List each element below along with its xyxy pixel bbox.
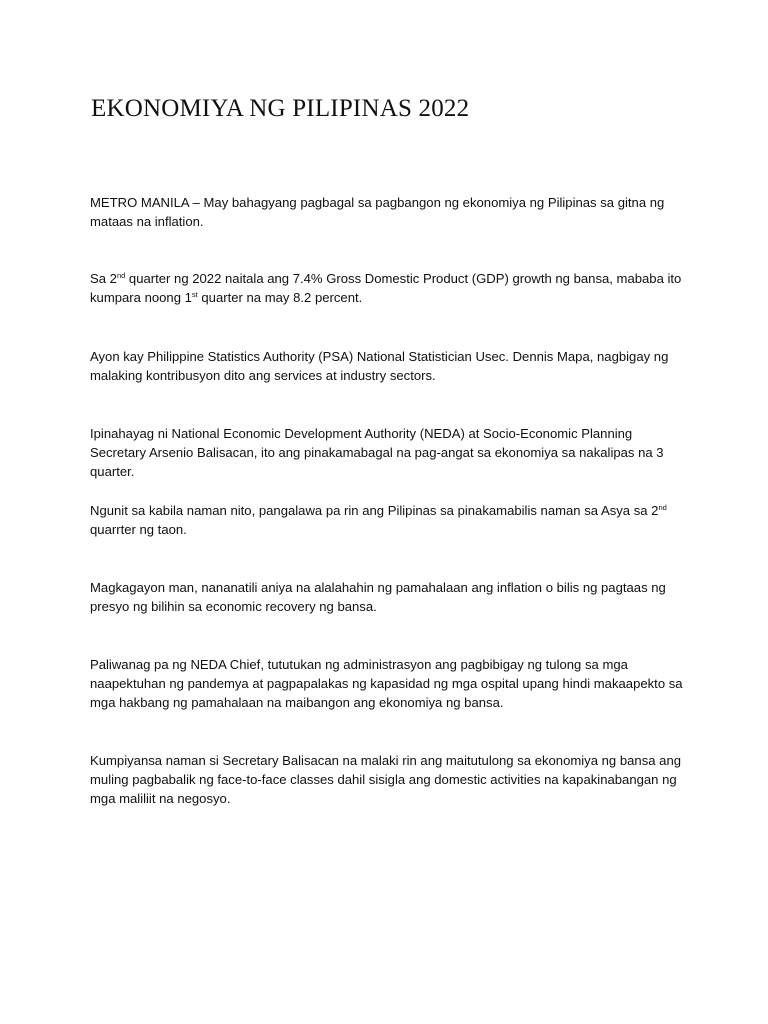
ordinal-suffix: st (191, 290, 198, 299)
ordinal-suffix: nd (116, 271, 126, 280)
paragraph-text: quarter ng 2022 naitala ang 7.4% Gross Domestic Product (GDP) growth ng bansa, mababa ito kumpara noong 1 (90, 271, 682, 305)
paragraph (90, 269, 690, 307)
paragraph: METRO MANILA – May bahagyang pagbagal sa pagbangon ng ekonomiya ng Pilipinas sa gitna ng mataas na inflation. (90, 195, 665, 229)
paragraph-text: quarter na may 8.2 percent. (197, 290, 363, 305)
paragraph: Ayon kay Philippine Statistics Authority (PSA) National Statistician Usec. Dennis Mapa, nagbigay ng malaking kontribusyon dito ang services at industry sectors. (90, 349, 669, 383)
paragraph-text: Ngunit sa kabila naman nito, pangalawa pa rin ang Pilipinas sa pinakamabilis naman sa Asya sa 2 (90, 503, 659, 518)
paragraph: Ipinahayag ni National Economic Development Authority (NEDA) at Socio-Economic Planning Secretary Arsenio Balisacan, ito ang pinakamabagal na pag-angat sa ekonomiya sa nakalipas na 3 quarter. (90, 426, 664, 479)
paragraph: Magkagayon man, nananatili aniya na alalahahin ng pamahalaan ang inflation o bilis ng pagtaas ng presyo ng bilihin sa economic recovery ng bansa. (90, 580, 666, 614)
paragraph: Paliwanag pa ng NEDA Chief, tututukan ng administrasyon ang pagbibigay ng tulong sa mga naapektuhan ng pandemya at pagpapalakas ng kapasidad ng mga ospital upang hindi makaapekto sa mga hakbang ng pamahalaan na maibangon ang ekonomiya ng bansa. (90, 657, 683, 710)
ordinal-suffix: nd (658, 503, 667, 512)
document-title: EKONOMIYA NG PILIPINAS 2022 (91, 95, 470, 122)
paragraph-text: quarrter ng taon. (90, 522, 187, 537)
paragraph: Kumpiyansa naman si Secretary Balisacan na malaki rin ang maitutulong sa ekonomiya ng bansa ang muling pagbabalik ng face-to-face classes dahil sisigla ang domestic activities na kapakinabangan ng mga maliliit na negosyo. (90, 753, 682, 806)
paragraph (90, 501, 690, 539)
paragraph-text: Sa 2 (90, 271, 117, 286)
